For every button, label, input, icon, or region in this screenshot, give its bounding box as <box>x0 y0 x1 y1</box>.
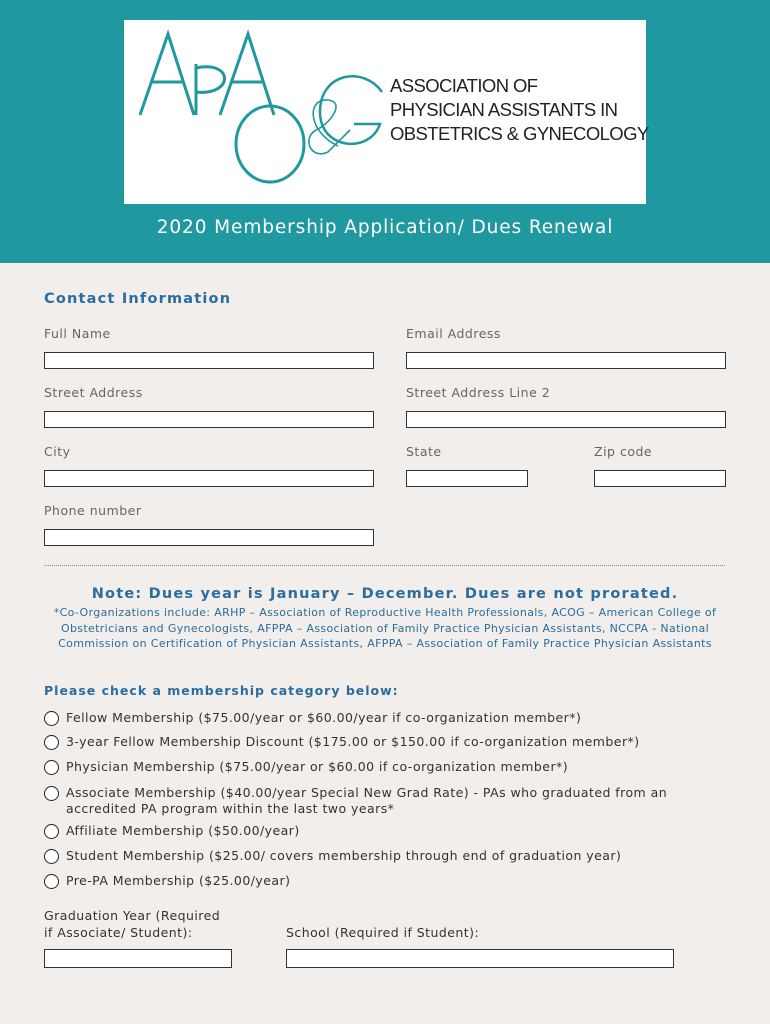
radio-button[interactable] <box>44 786 59 801</box>
option-label: Affiliate Membership ($50.00/year) <box>66 823 300 838</box>
membership-option-fellow[interactable] <box>44 710 581 726</box>
membership-option-student[interactable] <box>44 848 621 864</box>
full-name-field[interactable] <box>44 352 374 369</box>
co-organizations-note: *Co-Organizations include: ARHP – Association of Reproductive Health Professionals, ACOG – American College of Obstetricians and Gynecologists, AFPPA – Association of Family Practice Physician Assistants, NCCPA - National Commission on Certification of Physician Assistants, AFPPA – Association of Family Practice Physician Assistants <box>53 606 717 650</box>
city-field[interactable] <box>44 470 374 487</box>
membership-option-3year-fellow[interactable] <box>44 734 640 750</box>
phone-field[interactable] <box>44 529 374 546</box>
state-label: State <box>406 444 442 459</box>
zip-label: Zip code <box>594 444 653 459</box>
membership-option-associate[interactable] <box>44 785 684 817</box>
street2-field[interactable] <box>406 411 726 428</box>
phone-label: Phone number <box>44 503 142 518</box>
membership-option-physician[interactable] <box>44 759 568 775</box>
radio-button[interactable] <box>44 735 59 750</box>
school-field[interactable] <box>286 949 674 968</box>
dues-note: Note: Dues year is January – December. Dues are not prorated. <box>91 586 679 602</box>
option-label: Fellow Membership ($75.00/year or $60.00/year if co-organization member*) <box>66 710 582 725</box>
radio-button[interactable] <box>44 874 59 889</box>
grad-year-label-line-2: if Associate/ Student): <box>44 925 193 940</box>
header-banner <box>0 0 770 263</box>
email-field[interactable] <box>406 352 726 369</box>
apaog-logo <box>124 20 649 204</box>
org-name <box>390 74 649 146</box>
membership-option-pre-pa[interactable] <box>44 873 290 889</box>
option-label: Pre-PA Membership ($25.00/year) <box>66 873 291 888</box>
page-title: 2020 Membership Application/ Dues Renewal <box>156 217 614 238</box>
zip-field[interactable] <box>594 470 726 487</box>
membership-option-affiliate[interactable] <box>44 823 300 839</box>
option-label: Physician Membership ($75.00/year or $60.00 if co-organization member*) <box>66 759 569 774</box>
org-line-3: OBSTETRICS & GYNECOLOGY <box>390 123 649 144</box>
membership-prompt: Please check a membership category below: <box>44 683 399 698</box>
radio-button[interactable] <box>44 760 59 775</box>
street-field[interactable] <box>44 411 374 428</box>
org-line-1: ASSOCIATION OF <box>390 75 538 96</box>
radio-button[interactable] <box>44 824 59 839</box>
radio-button[interactable] <box>44 849 59 864</box>
section-divider <box>44 565 725 566</box>
state-field[interactable] <box>406 470 528 487</box>
grad-year-label <box>44 907 220 941</box>
org-line-2: PHYSICIAN ASSISTANTS IN <box>390 99 618 120</box>
option-label: Associate Membership ($40.00/year Special New Grad Rate) - PAs who graduated from an accredited PA program within the last two years* <box>66 785 668 816</box>
city-label: City <box>44 444 71 459</box>
grad-year-field[interactable] <box>44 949 232 968</box>
contact-section-title: Contact Information <box>44 291 232 307</box>
email-label: Email Address <box>406 326 501 341</box>
radio-button[interactable] <box>44 711 59 726</box>
grad-year-label-line-1: Graduation Year (Required <box>44 908 221 923</box>
option-label: Student Membership ($25.00/ covers membership through end of graduation year) <box>66 848 622 863</box>
street-label: Street Address <box>44 385 143 400</box>
option-label: 3-year Fellow Membership Discount ($175.00 or $150.00 if co-organization member*) <box>66 734 640 749</box>
street2-label: Street Address Line 2 <box>406 385 551 400</box>
school-label: School (Required if Student): <box>286 925 480 940</box>
full-name-label: Full Name <box>44 326 111 341</box>
